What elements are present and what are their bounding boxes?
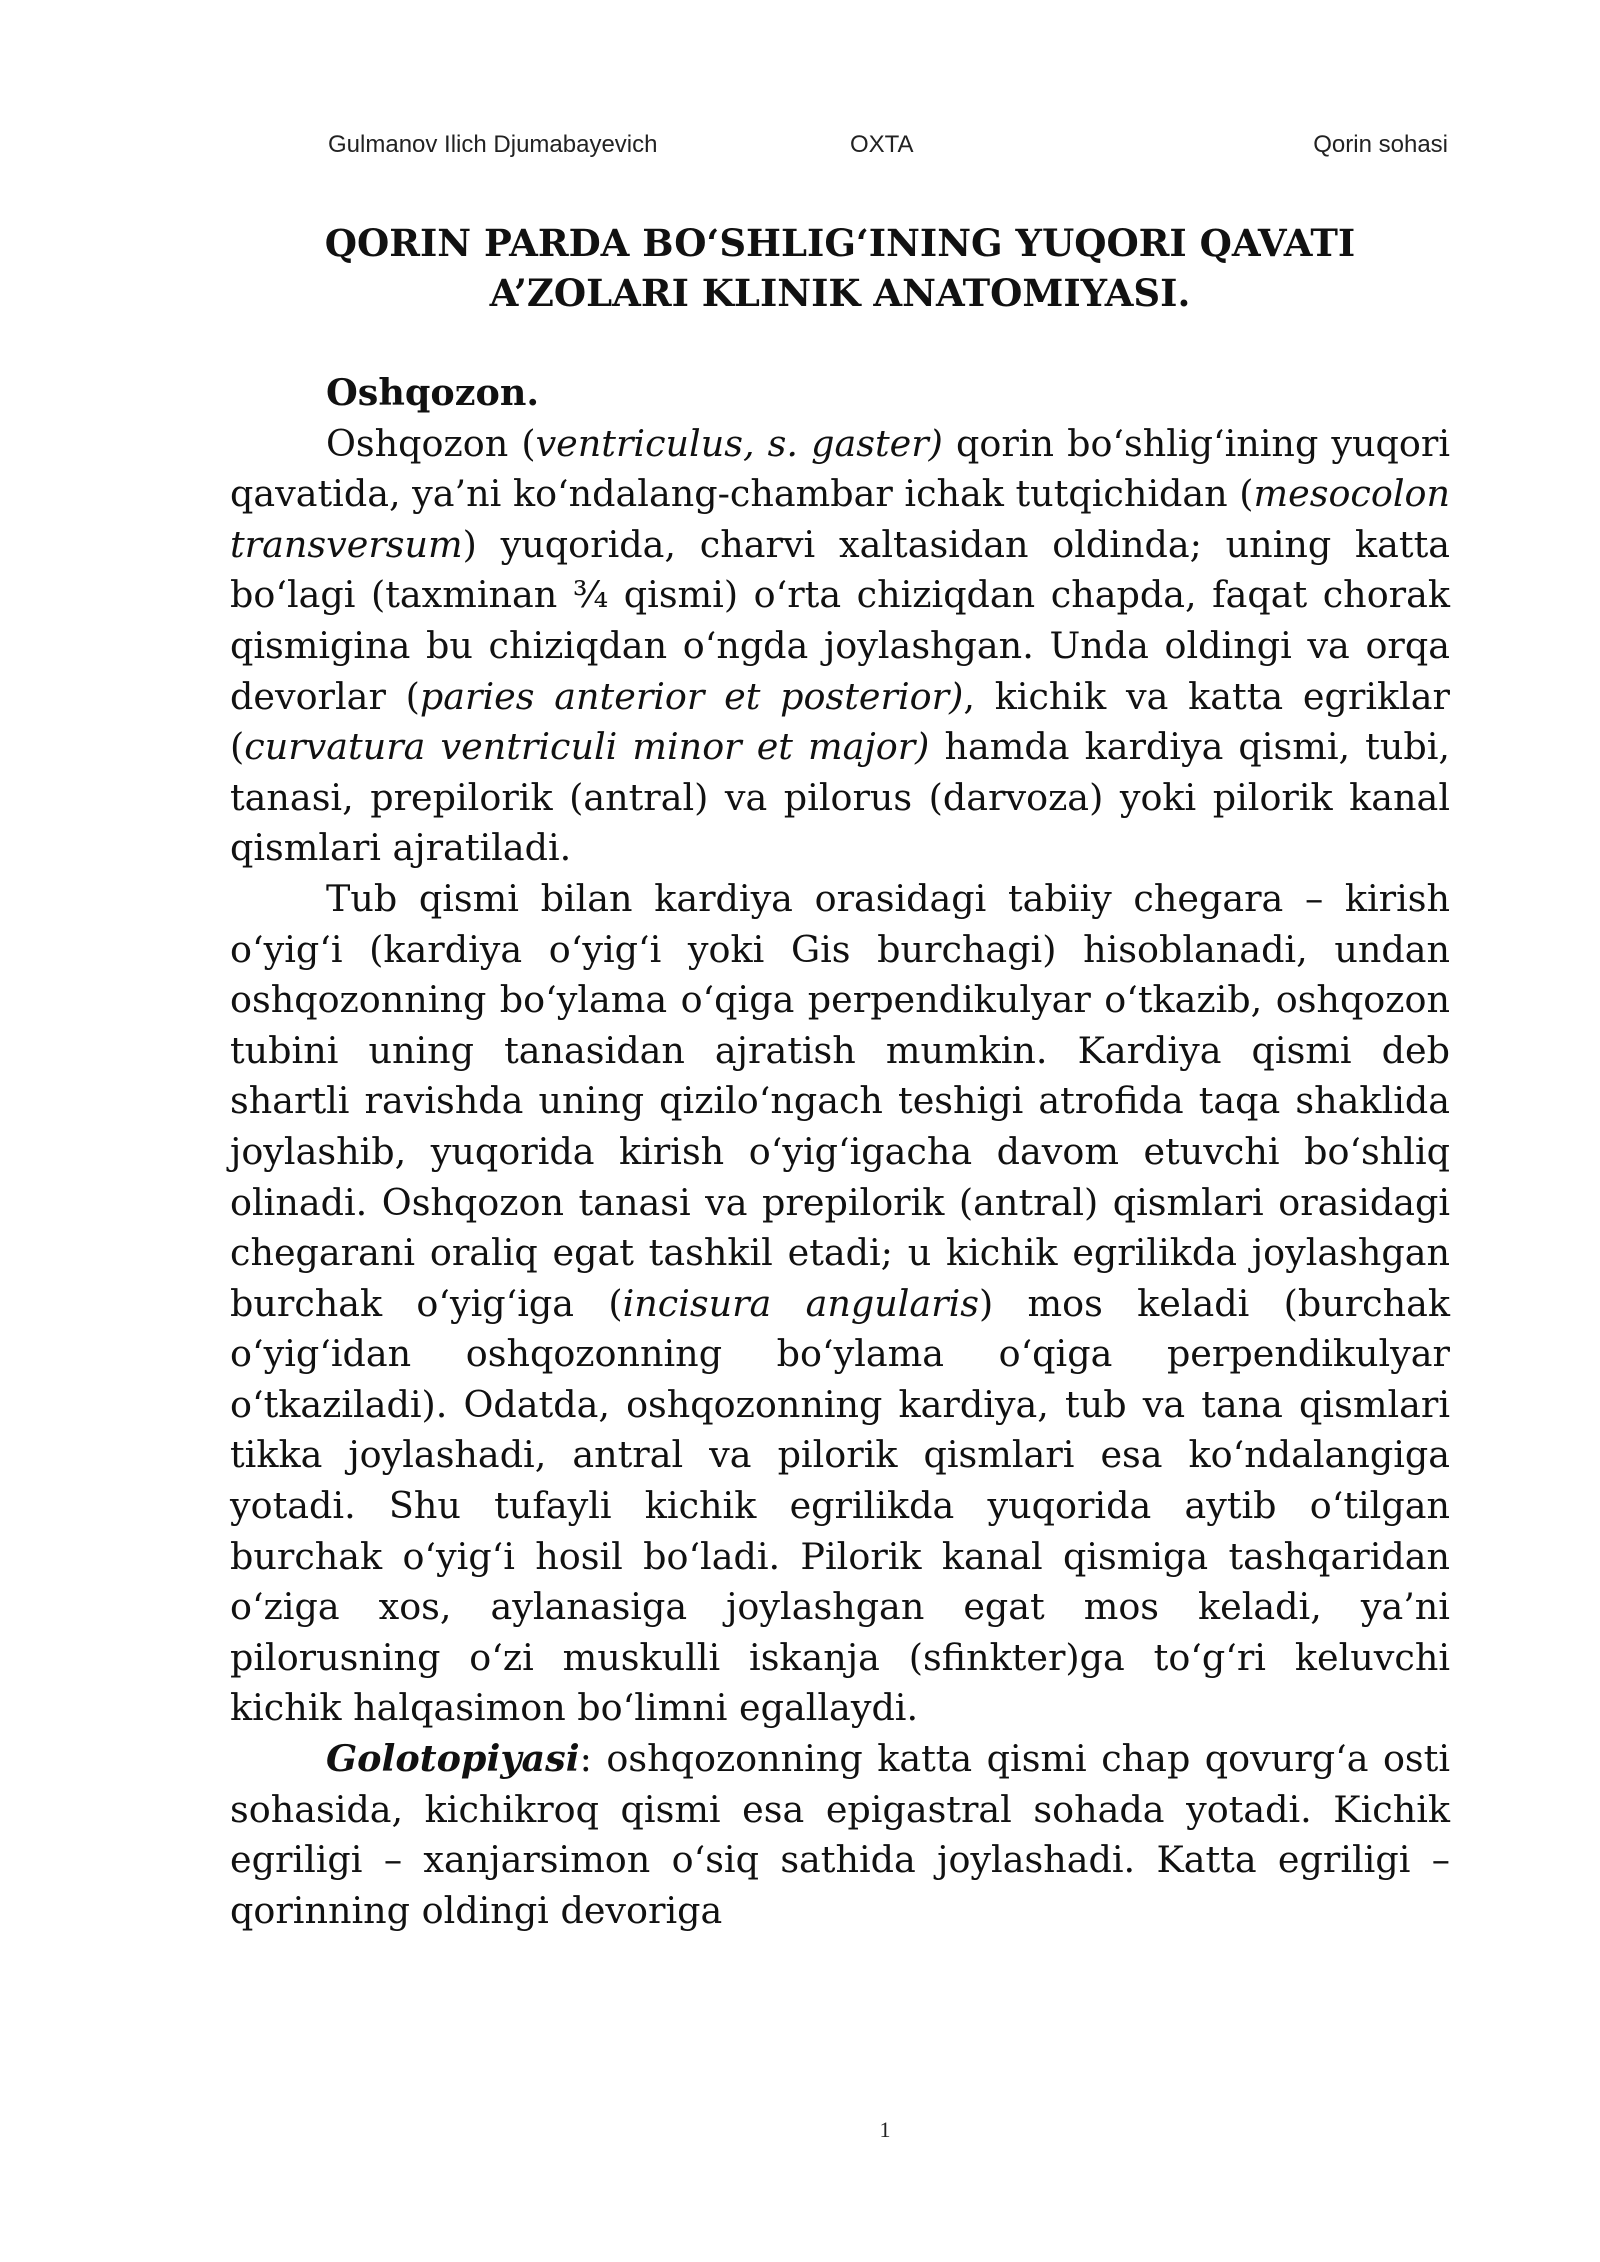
term-heading: Golotopiyasi	[326, 1737, 580, 1781]
latin-term: incisura angularis	[622, 1281, 980, 1325]
document-title	[230, 218, 1450, 318]
paragraph-2	[230, 874, 1450, 1734]
paragraph-3	[230, 1734, 1450, 1936]
title-line-1: QORIN PARDA BO‘SHLIG‘INING YUQORI QAVATI	[324, 221, 1356, 265]
page-header	[328, 131, 1448, 165]
title-line-2: A’ZOLARI KLINIK ANATOMIYASI.	[489, 271, 1191, 315]
latin-term: paries anterior et posterior)	[419, 674, 964, 718]
header-center: OXTA	[850, 131, 914, 158]
section-heading: Oshqozon.	[326, 371, 540, 414]
header-author: Gulmanov Ilich Djumabayevich	[328, 131, 658, 158]
latin-term: curvatura ventriculi minor et major)	[244, 725, 930, 769]
paragraph-3-text-1: : oshqozonning katta qismi chap qovurg‘a osti sohasida, kichikroq qismi esa epigastral sohada yotadi. Kichik egriligi – xanjarsimon o‘siq sathida joylashadi. Katta egriligi – qorinning oldingi devoriga	[230, 1737, 1450, 1932]
paragraph-1-text-2: qorin bo‘shlig‘ining yuqori qavatida, ya’ni ko‘ndalang-chambar ichak tutqichidan (	[230, 421, 1450, 516]
paragraph-1	[230, 419, 1450, 874]
paragraph-2-text-1: Tub qismi bilan kardiya orasidagi tabiiy chegara – kirish o‘yig‘i (kardiya o‘yig‘i yoki Gis burchagi) hisoblanadi, undan oshqozonning bo‘ylama o‘qiga perpendikulyar o‘tkazib, oshqozon tubini uning tanasidan ajratish mumkin. Kardiya qismi deb shartli ravishda uning qizilo‘ngach teshigi atrofida taqa shaklida joylashib, yuqorida kirish o‘yig‘igacha davom etuvchi bo‘shliq olinadi. Oshqozon tanasi va prepilorik (antral) qismlari orasidagi chegarani oraliq egat tashkil etadi; u kichik egrilikda joylashgan burchak o‘yig‘iga (	[230, 876, 1450, 1325]
page-number: 1	[879, 2117, 891, 2142]
header-section: Qorin sohasi	[1313, 131, 1448, 158]
latin-term: mesocolon transversum	[230, 472, 1450, 566]
paragraph-1-text-1: Oshqozon (	[326, 421, 536, 465]
paragraph-1-text-4: , kichik va katta egriklar (	[230, 674, 1450, 769]
latin-term: ventriculus, s. gaster)	[535, 421, 943, 465]
paragraph-2-text-2: ) mos keladi (burchak o‘yig‘idan oshqozonning bo‘ylama o‘qiga perpendikulyar o‘tkaziladi). Odatda, oshqozonning kardiya, tub va tana qismlari tikka joylashadi, antral va pilorik qismlari esa ko‘ndalangiga yotadi. Shu tufayli kichik egrilikda yuqorida aytib o‘tilgan burchak o‘yig‘i hosil bo‘ladi. Pilorik kanal qismiga tashqaridan o‘ziga xos, aylanasiga joylashgan egat mos keladi, ya’ni pilorusning o‘zi muskulli iskanja (sfinkter)ga to‘g‘ri keluvchi kichik halqasimon bo‘limni egallaydi.	[230, 1281, 1450, 1730]
paragraph-1-text-5: hamda kardiya qismi, tubi, tanasi, prepilorik (antral) va pilorus (darvoza) yoki pilorik kanal qismlari ajratiladi.	[230, 725, 1450, 870]
paragraph-1-text-3: ) yuqorida, charvi xaltasidan oldinda; uning katta bo‘lagi (taxminan ¾ qismi) o‘rta chiziqdan chapda, faqat chorak qismigina bu chiziqdan o‘ngda joylashgan. Unda oldingi va orqa devorlar (	[230, 522, 1450, 718]
document-body	[230, 368, 1450, 1936]
